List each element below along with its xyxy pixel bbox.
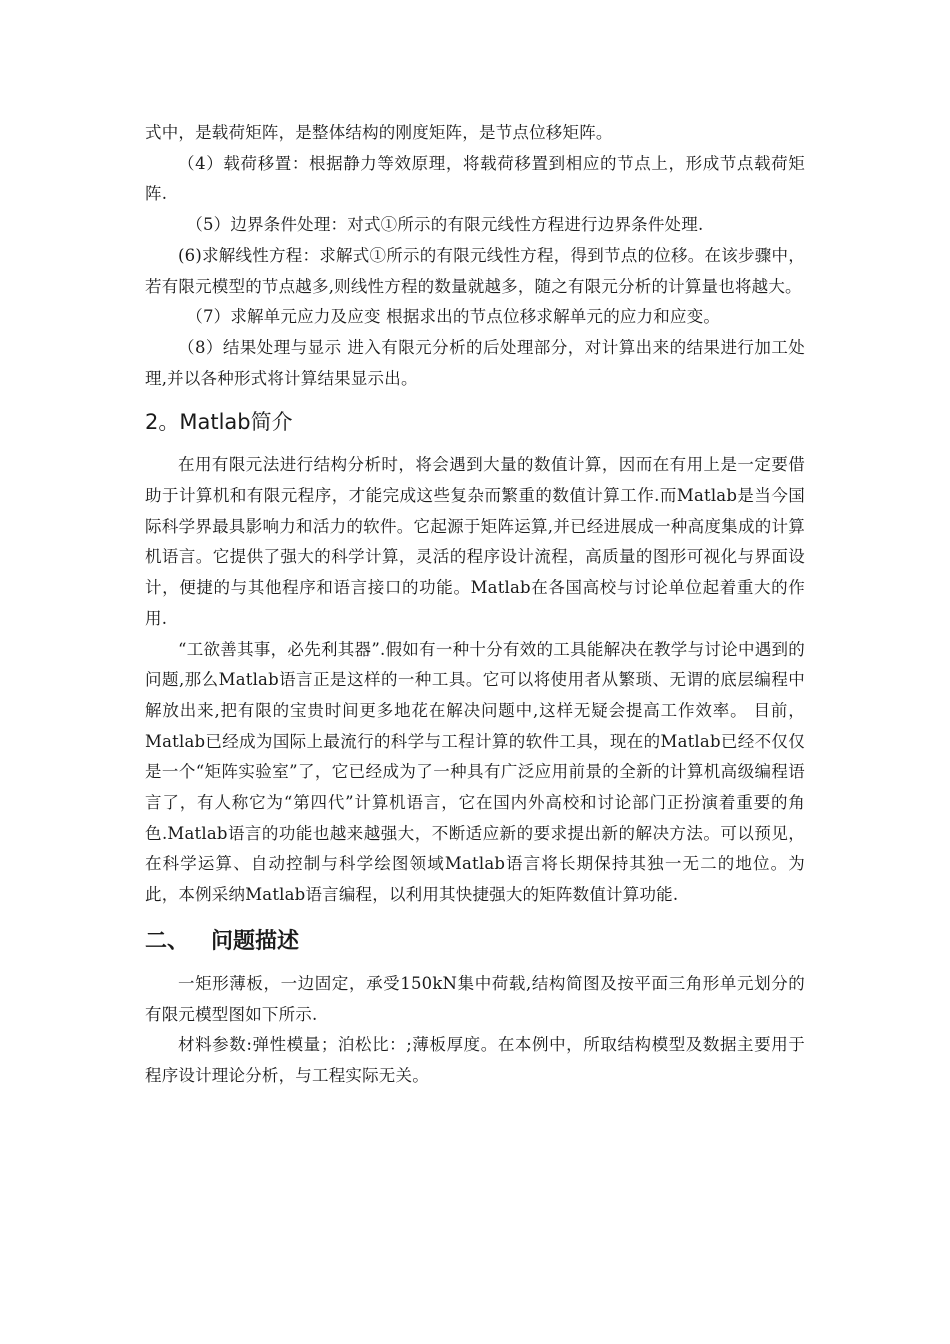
paragraph-load-transfer: （4）载荷移置：根据静力等效原理，将载荷移置到相应的节点上，形成节点载荷矩阵. xyxy=(145,153,805,204)
paragraph-matrix-definition: 式中，是载荷矩阵，是整体结构的刚度矩阵，是节点位移矩阵。 xyxy=(145,123,613,142)
paragraph-matlab-tool: “工欲善其事，必先利其器”.假如有一种十分有效的工具能解决在教学与讨论中遇到的问题,那么Matlab语言正是这样的一种工具。它可以将使用者从繁琐、无谓的底层编程中解放出来,把有限的宝贵时间更多地花在解决问题中,这样无疑会提高工作效率。 目前，Matlab已经成为国际上最流行的科学与工程计算的软件工具，现在的Matlab已经不仅仅是一个“矩阵实验室”了，它已经成为了一种具有广泛应用前景的全新的计算机高级编程语言了，有人称它为“第四代”计算机语言，它在国内外高校和讨论部门正扮演着重要的角色.Matlab语言的功能也越来越强大，不断适应新的要求提出新的解决方法。可以预见，在科学运算、自动控制与科学绘图领域Matlab语言将长期保持其独一无二的地位。为此，本例采纳Matlab语言编程，以利用其快捷强大的矩阵数值计算功能. xyxy=(145,639,805,905)
chapter-title: 问题描述 xyxy=(211,928,300,954)
paragraph-plate-description: 一矩形薄板，一边固定，承受150kN集中荷载,结构简图及按平面三角形单元划分的有限元模型图如下所示. xyxy=(145,973,805,1024)
paragraph-matlab-overview: 在用有限元法进行结构分析时，将会遇到大量的数值计算，因而在有用上是一定要借助于计算机和有限元程序，才能完成这些复杂而繁重的数值计算工作.而Matlab是当今国际科学界最具影响力和活力的软件。它起源于矩阵运算,并已经进展成一种高度集成的计算机语言。它提供了强大的科学计算，灵活的程序设计流程，高质量的图形可视化与界面设计，便捷的与其他程序和语言接口的功能。Matlab在各国高校与讨论单位起着重大的作用. xyxy=(145,455,805,628)
paragraph-boundary-conditions: （5）边界条件处理：对式①所示的有限元线性方程进行边界条件处理. xyxy=(186,215,704,235)
chapter-number: 二、 xyxy=(145,928,190,954)
paragraph-result-processing: （8）结果处理与显示 进入有限元分析的后处理部分，对计算出来的结果进行加工处理,并以各种形式将计算结果显示出。 xyxy=(145,337,805,388)
paragraph-solve-linear-equations: (6)求解线性方程：求解式①所示的有限元线性方程，得到节点的位移。在该步骤中，若有限元模型的节点越多,则线性方程的数量就越多，随之有限元分析的计算量也将越大。 xyxy=(145,245,805,296)
paragraph-element-stress-strain: （7）求解单元应力及应变 根据求出的节点位移求解单元的应力和应变。 xyxy=(186,307,721,327)
section-heading-matlab-intro xyxy=(145,406,805,438)
paragraph-material-parameters: 材料参数:弹性模量；泊松比：;薄板厚度。在本例中，所取结构模型及数据主要用于程序设计理论分析，与工程实际无关。 xyxy=(145,1035,805,1085)
chapter-heading-problem-description xyxy=(145,925,805,959)
section-title: Matlab简介 xyxy=(179,410,293,435)
document-page xyxy=(145,118,805,1092)
section-number: 2。 xyxy=(145,410,180,435)
